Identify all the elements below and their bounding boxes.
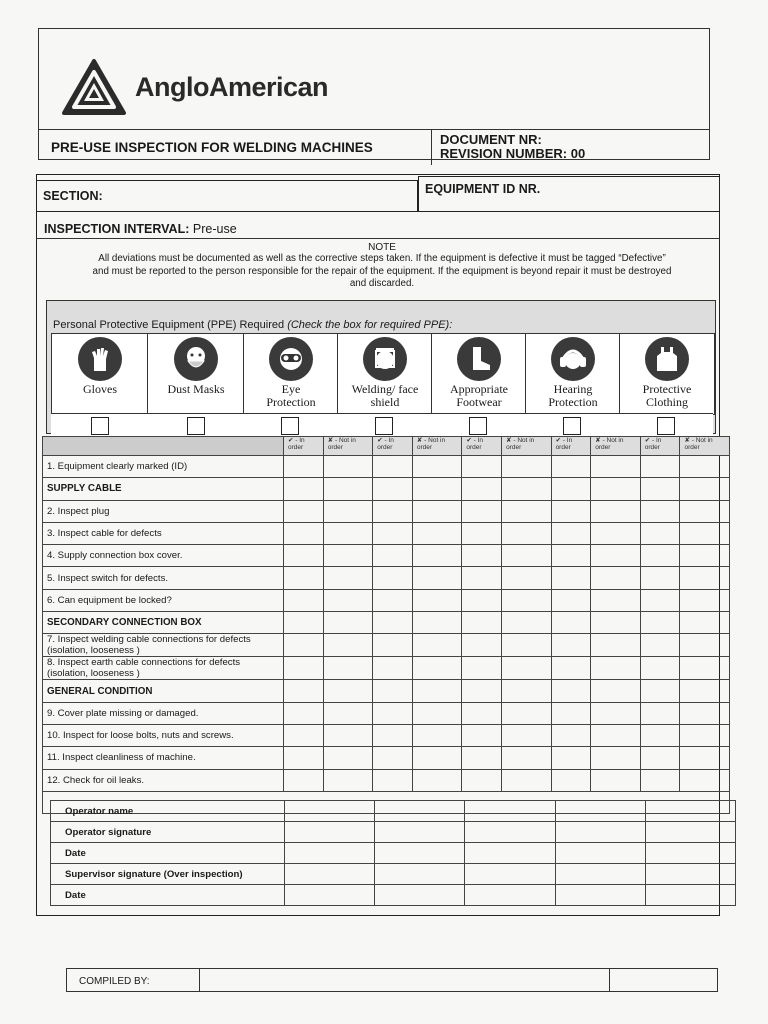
check-cell[interactable] (680, 612, 730, 634)
check-cell[interactable] (591, 589, 640, 611)
check-cell[interactable] (323, 456, 372, 478)
table-row (43, 769, 730, 791)
section-heading: GENERAL CONDITION (43, 680, 284, 702)
check-cell[interactable] (640, 724, 680, 746)
check-cell[interactable] (412, 500, 461, 522)
check-cell[interactable] (502, 478, 551, 500)
check-cell[interactable] (323, 657, 372, 680)
check-cell[interactable] (502, 769, 551, 791)
ppe-checkbox-face-shield[interactable] (375, 417, 393, 435)
document-header (38, 28, 710, 160)
column-header: ✔ - In order (284, 437, 324, 456)
check-cell[interactable] (640, 567, 680, 589)
check-cell[interactable] (551, 769, 591, 791)
ppe-label: Dust Masks (167, 382, 225, 396)
check-cell[interactable] (680, 589, 730, 611)
checklist-item: 1. Equipment clearly marked (ID) (43, 456, 284, 478)
document-title: PRE-USE INSPECTION FOR WELDING MACHINES (51, 140, 373, 155)
checklist-item: 5. Inspect switch for defects. (43, 567, 284, 589)
goggles-icon (269, 337, 313, 381)
signature-cell[interactable] (465, 801, 555, 822)
check-cell[interactable] (680, 545, 730, 567)
check-cell[interactable] (640, 769, 680, 791)
check-cell[interactable] (284, 634, 324, 657)
column-header: ✘ - Not in order (591, 437, 640, 456)
signature-cell[interactable] (285, 843, 375, 864)
section-field[interactable] (36, 180, 418, 212)
check-cell[interactable] (323, 724, 372, 746)
ppe-header-text: Personal Protective Equipment (PPE) Required (53, 319, 285, 331)
signature-cell[interactable] (555, 885, 645, 906)
check-cell[interactable] (373, 545, 413, 567)
check-cell[interactable] (680, 680, 730, 702)
signature-cell[interactable] (285, 864, 375, 885)
column-header: ✔ - In order (640, 437, 680, 456)
column-header: ✔ - In order (551, 437, 591, 456)
check-cell[interactable] (462, 456, 502, 478)
signature-cell[interactable] (375, 843, 465, 864)
check-cell[interactable] (284, 522, 324, 544)
interval-label: INSPECTION INTERVAL: (44, 222, 190, 236)
check-cell[interactable] (323, 769, 372, 791)
ppe-face-shield (337, 333, 433, 415)
divider (609, 969, 610, 991)
column-header: ✘ - Not in order (502, 437, 551, 456)
check-cell[interactable] (373, 634, 413, 657)
signature-cell[interactable] (645, 822, 735, 843)
check-cell[interactable] (412, 612, 461, 634)
check-cell[interactable] (373, 702, 413, 724)
check-cell[interactable] (551, 680, 591, 702)
anglo-american-logo-icon (61, 58, 127, 116)
signature-cell[interactable] (375, 801, 465, 822)
checklist-item: 8. Inspect earth cable connections for defects (isolation, looseness ) (43, 657, 284, 680)
logo (61, 57, 328, 117)
table-row (43, 478, 730, 500)
ppe-gloves (51, 333, 149, 415)
column-header: ✔ - In order (373, 437, 413, 456)
equipment-id-field[interactable] (418, 176, 720, 212)
check-cell[interactable] (591, 680, 640, 702)
check-cell[interactable] (551, 456, 591, 478)
check-cell[interactable] (412, 567, 461, 589)
check-cell[interactable] (591, 522, 640, 544)
table-row (43, 567, 730, 589)
ear-muffs-icon (551, 337, 595, 381)
check-cell[interactable] (551, 724, 591, 746)
check-cell[interactable] (323, 747, 372, 769)
ppe-checkbox-gloves[interactable] (91, 417, 109, 435)
signature-label: Operator signature (51, 822, 285, 843)
signature-row (51, 885, 736, 906)
check-cell[interactable] (284, 724, 324, 746)
check-cell[interactable] (551, 702, 591, 724)
check-cell[interactable] (591, 456, 640, 478)
signature-cell[interactable] (285, 801, 375, 822)
check-cell[interactable] (412, 702, 461, 724)
table-row (43, 456, 730, 478)
note-block (46, 242, 718, 291)
check-cell[interactable] (373, 680, 413, 702)
check-cell[interactable] (284, 567, 324, 589)
check-cell[interactable] (551, 634, 591, 657)
table-row (43, 747, 730, 769)
check-cell[interactable] (462, 769, 502, 791)
check-cell[interactable] (502, 612, 551, 634)
note-line-2: and must be reported to the person responsible for the repair of the equipment. If the equipment is beyond repair it must be destroyed (92, 265, 672, 277)
check-cell[interactable] (502, 747, 551, 769)
signature-cell[interactable] (645, 801, 735, 822)
dust-mask-icon (174, 337, 218, 381)
ppe-label: Appropriate Footwear (450, 382, 508, 409)
ppe-protective-clothing (619, 333, 715, 415)
check-cell[interactable] (502, 634, 551, 657)
check-cell[interactable] (502, 567, 551, 589)
check-cell[interactable] (462, 612, 502, 634)
gloves-icon (78, 337, 122, 381)
section-label: SECTION: (43, 189, 103, 203)
check-cell[interactable] (462, 478, 502, 500)
check-cell[interactable] (551, 747, 591, 769)
check-cell[interactable] (640, 545, 680, 567)
check-cell[interactable] (640, 522, 680, 544)
check-cell[interactable] (640, 456, 680, 478)
signature-cell[interactable] (465, 864, 555, 885)
table-row (43, 500, 730, 522)
check-cell[interactable] (640, 657, 680, 680)
check-cell[interactable] (680, 478, 730, 500)
check-cell[interactable] (323, 680, 372, 702)
check-cell[interactable] (412, 522, 461, 544)
check-cell[interactable] (323, 612, 372, 634)
check-cell[interactable] (591, 724, 640, 746)
document-nr-label: DOCUMENT NR: (440, 132, 542, 147)
check-cell[interactable] (591, 747, 640, 769)
divider (36, 238, 720, 239)
checklist-item: 10. Inspect for loose bolts, nuts and screws. (43, 724, 284, 746)
check-cell[interactable] (284, 702, 324, 724)
check-cell[interactable] (284, 500, 324, 522)
check-cell[interactable] (551, 522, 591, 544)
check-cell[interactable] (412, 747, 461, 769)
signature-cell[interactable] (285, 885, 375, 906)
checklist-item: 4. Supply connection box cover. (43, 545, 284, 567)
check-cell[interactable] (502, 702, 551, 724)
checklist-item: 7. Inspect welding cable connections for defects (isolation, looseness ) (43, 634, 284, 657)
signature-cell[interactable] (465, 843, 555, 864)
check-cell[interactable] (412, 634, 461, 657)
checklist-item: 11. Inspect cleanliness of machine. (43, 747, 284, 769)
signature-cell[interactable] (645, 885, 735, 906)
check-cell[interactable] (284, 657, 324, 680)
check-cell[interactable] (640, 500, 680, 522)
check-cell[interactable] (680, 769, 730, 791)
ppe-section (46, 300, 716, 434)
note-line-1: All deviations must be documented as well as the corrective steps taken. If the equipment is defective it must be tagged “Defective” (98, 253, 666, 264)
note-title: NOTE (368, 242, 396, 253)
check-cell[interactable] (284, 680, 324, 702)
table-row (43, 612, 730, 634)
signature-cell[interactable] (645, 843, 735, 864)
check-cell[interactable] (284, 478, 324, 500)
signature-row (51, 843, 736, 864)
document-info (431, 130, 585, 165)
check-cell[interactable] (412, 680, 461, 702)
signature-body (51, 801, 736, 906)
table-row (43, 702, 730, 724)
signature-cell[interactable] (375, 822, 465, 843)
table-row (43, 522, 730, 544)
check-cell[interactable] (462, 634, 502, 657)
check-cell[interactable] (462, 702, 502, 724)
check-cell[interactable] (373, 612, 413, 634)
table-row (43, 657, 730, 680)
check-cell[interactable] (591, 500, 640, 522)
check-cell[interactable] (591, 769, 640, 791)
check-cell[interactable] (680, 456, 730, 478)
table-row (43, 680, 730, 702)
signature-cell[interactable] (465, 885, 555, 906)
table-row (43, 724, 730, 746)
signature-label: Date (51, 885, 285, 906)
checklist-body (43, 456, 730, 814)
check-cell[interactable] (284, 747, 324, 769)
revision-label: REVISION NUMBER: 00 (440, 146, 586, 161)
compiled-by-row (66, 968, 718, 992)
check-cell[interactable] (551, 612, 591, 634)
check-cell[interactable] (680, 522, 730, 544)
check-cell[interactable] (323, 567, 372, 589)
check-cell[interactable] (412, 657, 461, 680)
signature-cell[interactable] (375, 864, 465, 885)
divider (199, 969, 200, 991)
check-cell[interactable] (284, 456, 324, 478)
check-cell[interactable] (412, 456, 461, 478)
checklist-item: 3. Inspect cable for defects (43, 522, 284, 544)
signature-cell[interactable] (645, 864, 735, 885)
check-cell[interactable] (591, 478, 640, 500)
check-cell[interactable] (502, 657, 551, 680)
interval-value: Pre-use (192, 222, 237, 236)
check-cell[interactable] (462, 500, 502, 522)
apron-icon (645, 337, 689, 381)
check-cell[interactable] (462, 589, 502, 611)
check-cell[interactable] (323, 702, 372, 724)
check-cell[interactable] (373, 589, 413, 611)
check-cell[interactable] (462, 567, 502, 589)
check-cell[interactable] (284, 769, 324, 791)
signature-cell[interactable] (555, 801, 645, 822)
check-cell[interactable] (680, 634, 730, 657)
ppe-checkbox-row (51, 413, 713, 436)
item-column-header (43, 437, 284, 456)
check-cell[interactable] (462, 724, 502, 746)
signature-cell[interactable] (465, 822, 555, 843)
check-cell[interactable] (373, 456, 413, 478)
checklist-header-row (43, 437, 730, 456)
ppe-checkbox-eye-protection[interactable] (281, 417, 299, 435)
section-heading: SECONDARY CONNECTION BOX (43, 612, 284, 634)
table-row (43, 634, 730, 657)
check-cell[interactable] (640, 612, 680, 634)
ppe-checkbox-hearing-protection[interactable] (563, 417, 581, 435)
check-cell[interactable] (502, 545, 551, 567)
check-cell[interactable] (323, 478, 372, 500)
ppe-header (53, 319, 452, 331)
check-cell[interactable] (680, 657, 730, 680)
check-cell[interactable] (412, 589, 461, 611)
check-cell[interactable] (462, 522, 502, 544)
face-shield-icon (363, 337, 407, 381)
ppe-label: Eye Protection (266, 382, 316, 409)
check-cell[interactable] (680, 747, 730, 769)
signature-label: Date (51, 843, 285, 864)
check-cell[interactable] (462, 657, 502, 680)
check-cell[interactable] (591, 657, 640, 680)
check-cell[interactable] (502, 589, 551, 611)
ppe-label: Protective Clothing (642, 382, 692, 409)
signature-row (51, 801, 736, 822)
check-cell[interactable] (591, 545, 640, 567)
check-cell[interactable] (373, 478, 413, 500)
signature-label: Operator name (51, 801, 285, 822)
signature-row (51, 822, 736, 843)
signature-label: Supervisor signature (Over inspection) (51, 864, 285, 885)
inspection-interval (44, 222, 237, 236)
compiled-by-label: COMPILED BY: (79, 976, 150, 987)
signature-cell[interactable] (555, 864, 645, 885)
column-header: ✔ - In order (462, 437, 502, 456)
ppe-header-note: (Check the box for required PPE): (287, 319, 453, 331)
signature-table (50, 800, 736, 906)
check-cell[interactable] (412, 769, 461, 791)
inspection-checklist (42, 436, 730, 814)
check-cell[interactable] (502, 456, 551, 478)
check-cell[interactable] (462, 747, 502, 769)
check-cell[interactable] (284, 612, 324, 634)
check-cell[interactable] (551, 657, 591, 680)
column-header: ✘ - Not in order (412, 437, 461, 456)
ppe-hearing-protection (525, 333, 621, 415)
check-cell[interactable] (591, 702, 640, 724)
check-cell[interactable] (502, 724, 551, 746)
column-header: ✘ - Not in order (680, 437, 730, 456)
check-cell[interactable] (323, 522, 372, 544)
ppe-label: Gloves (83, 382, 117, 396)
check-cell[interactable] (680, 724, 730, 746)
ppe-label: Welding/ face shield (351, 382, 419, 409)
ppe-checkbox-footwear[interactable] (469, 417, 487, 435)
signature-cell[interactable] (555, 822, 645, 843)
check-cell[interactable] (373, 657, 413, 680)
check-cell[interactable] (323, 589, 372, 611)
table-row (43, 589, 730, 611)
check-cell[interactable] (373, 522, 413, 544)
signature-cell[interactable] (285, 822, 375, 843)
check-cell[interactable] (284, 545, 324, 567)
check-cell[interactable] (284, 589, 324, 611)
check-cell[interactable] (640, 478, 680, 500)
check-cell[interactable] (462, 545, 502, 567)
checklist-item: 9. Cover plate missing or damaged. (43, 702, 284, 724)
check-cell[interactable] (502, 522, 551, 544)
check-cell[interactable] (373, 500, 413, 522)
check-cell[interactable] (640, 702, 680, 724)
checklist-item: 12. Check for oil leaks. (43, 769, 284, 791)
brand-name: AngloAmerican (135, 71, 329, 102)
check-cell[interactable] (462, 680, 502, 702)
check-cell[interactable] (373, 769, 413, 791)
check-cell[interactable] (412, 478, 461, 500)
check-cell[interactable] (373, 567, 413, 589)
check-cell[interactable] (502, 680, 551, 702)
check-cell[interactable] (591, 634, 640, 657)
ppe-footwear (431, 333, 527, 415)
check-cell[interactable] (551, 500, 591, 522)
check-cell[interactable] (591, 612, 640, 634)
equipment-id-label: EQUIPMENT ID NR. (425, 182, 541, 196)
check-cell[interactable] (640, 680, 680, 702)
check-cell[interactable] (640, 589, 680, 611)
check-cell[interactable] (680, 702, 730, 724)
check-cell[interactable] (591, 567, 640, 589)
signature-cell[interactable] (375, 885, 465, 906)
ppe-label: Hearing Protection (548, 382, 598, 409)
checklist-item: 2. Inspect plug (43, 500, 284, 522)
note-line-3: and discarded. (349, 278, 415, 289)
column-header: ✘ - Not in order (323, 437, 372, 456)
check-cell[interactable] (323, 634, 372, 657)
check-cell[interactable] (323, 545, 372, 567)
section-heading: SUPPLY CABLE (43, 478, 284, 500)
check-cell[interactable] (373, 747, 413, 769)
check-cell[interactable] (640, 747, 680, 769)
signature-cell[interactable] (555, 843, 645, 864)
ppe-checkbox-protective-clothing[interactable] (657, 417, 675, 435)
checklist-item: 6. Can equipment be locked? (43, 589, 284, 611)
ppe-checkbox-dust-masks[interactable] (187, 417, 205, 435)
check-cell[interactable] (640, 634, 680, 657)
check-cell[interactable] (551, 567, 591, 589)
boot-icon (457, 337, 501, 381)
check-cell[interactable] (323, 500, 372, 522)
check-cell[interactable] (412, 724, 461, 746)
check-cell[interactable] (373, 724, 413, 746)
signature-row (51, 864, 736, 885)
table-row (43, 545, 730, 567)
check-cell[interactable] (412, 545, 461, 567)
ppe-dust-masks (147, 333, 245, 415)
ppe-eye-protection (243, 333, 339, 415)
check-cell[interactable] (551, 545, 591, 567)
check-cell[interactable] (502, 500, 551, 522)
check-cell[interactable] (680, 500, 730, 522)
check-cell[interactable] (680, 567, 730, 589)
check-cell[interactable] (551, 478, 591, 500)
check-cell[interactable] (551, 589, 591, 611)
